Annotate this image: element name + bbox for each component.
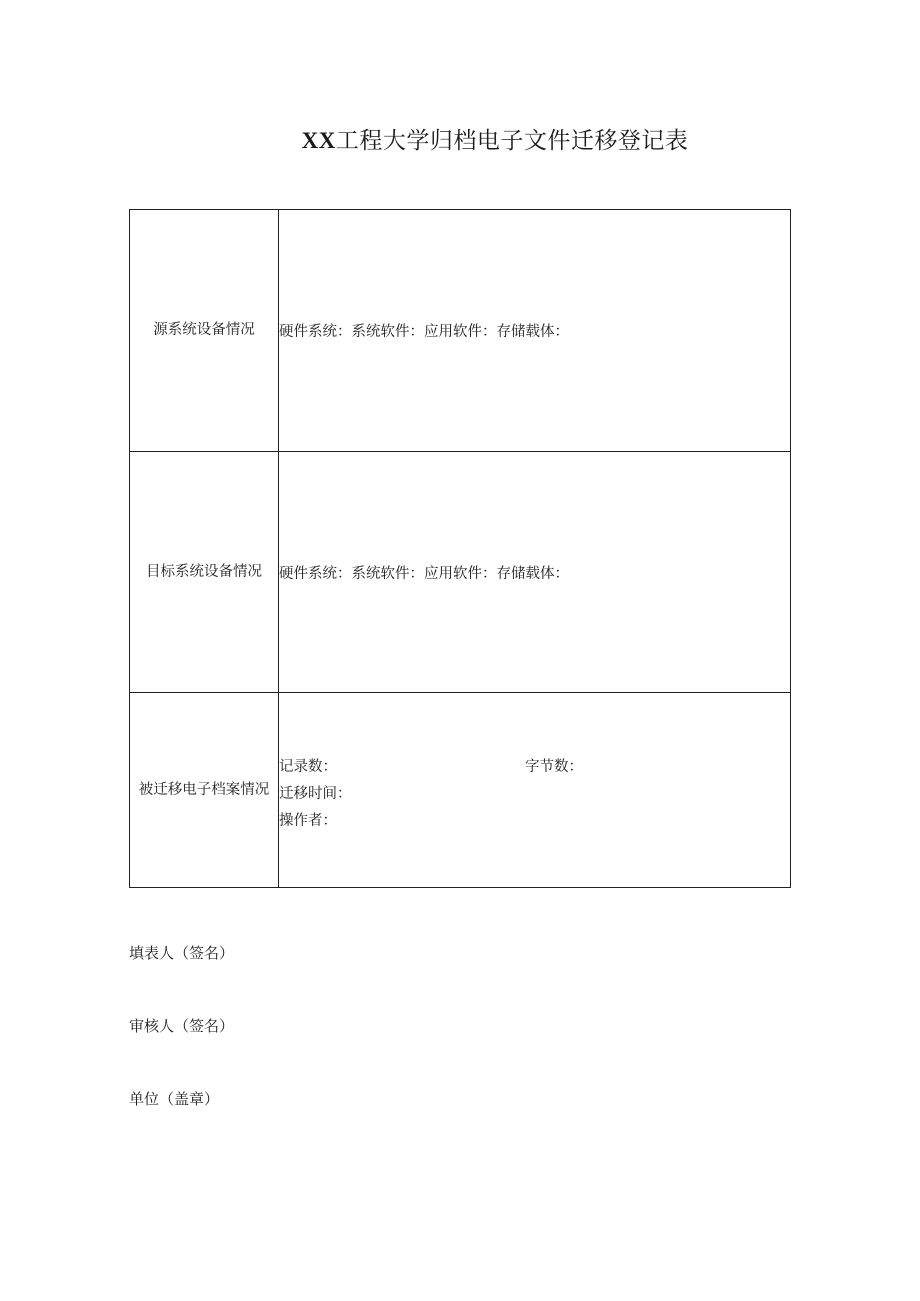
migrated-archive-field[interactable] [279, 693, 791, 888]
table-row-source-system [130, 210, 791, 452]
migration-time-label: 迁移时间： [279, 785, 352, 802]
target-system-field[interactable]: 硬件系统：系统软件：应用软件：存储载体： [279, 452, 791, 693]
page-title [0, 122, 920, 155]
archive-details [279, 754, 790, 835]
source-system-field[interactable]: 硬件系统：系统软件：应用软件：存储载体： [279, 210, 791, 452]
record-count-label: 记录数： [279, 758, 337, 775]
table-row-migrated-archive [130, 693, 791, 888]
source-system-label: 源系统设备情况 [130, 210, 279, 452]
archive-line-counts [279, 754, 790, 781]
unit-seal-label: 单位（盖章） [129, 1090, 220, 1108]
reviewer-signature-label: 审核人（签名） [129, 1017, 235, 1035]
byte-count-label: 字节数： [525, 758, 583, 775]
title-prefix: XX [301, 128, 336, 153]
filler-signature-label: 填表人（签名） [129, 944, 235, 962]
operator-label: 操作者： [279, 812, 337, 829]
migration-register-table [129, 209, 791, 888]
table-row-target-system [130, 452, 791, 693]
title-text: 工程大学归档电子文件迁移登记表 [335, 128, 689, 154]
migrated-archive-label: 被迁移电子档案情况 [130, 693, 279, 888]
target-system-label: 目标系统设备情况 [130, 452, 279, 693]
